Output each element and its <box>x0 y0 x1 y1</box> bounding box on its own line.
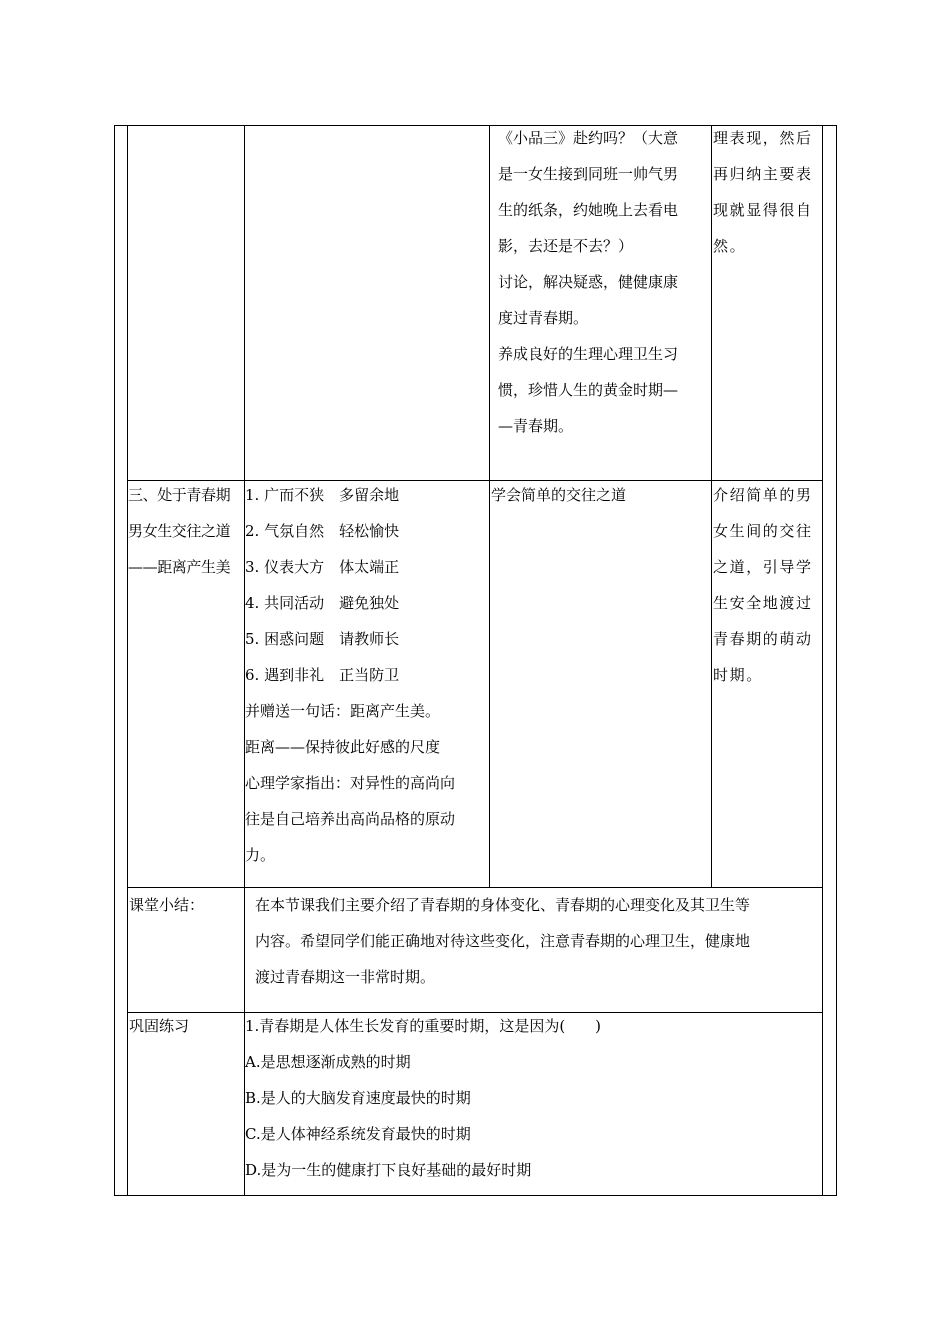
row2-content-line: 2. 气氛自然 轻松愉快 <box>245 522 400 540</box>
row2-intent-line: 女生间的交往 <box>713 522 813 540</box>
exercise-question: 1.青春期是人体生长发育的重要时期，这是因为( ) <box>245 1017 602 1035</box>
summary-text <box>255 887 817 995</box>
row1-activity-line: 影，去还是不去？） <box>498 237 634 255</box>
exercise-label: 巩固练习 <box>129 1017 190 1035</box>
row1-intent-line: 再归纳主要表 <box>713 165 813 183</box>
row1-activity-line: 是一女生接到同班一帅气男 <box>498 165 679 183</box>
row2-content-line: 5. 困惑问题 请教师长 <box>245 630 400 648</box>
row2-intent-line: 生安全地渡过 <box>713 594 813 612</box>
row1-activity-line: 《小品三》赴约吗？（大意 <box>498 129 679 147</box>
row2-intent-line: 青春期的萌动 <box>713 630 813 648</box>
row2-content-line: 并赠送一句话：距离产生美。 <box>245 702 441 720</box>
row2-content-line: 1. 广而不狭 多留余地 <box>245 486 400 504</box>
row1-intent-line: 现就显得很自 <box>713 201 813 219</box>
row1-activity-line: 度过青春期。 <box>498 309 589 327</box>
row1-activity-line: 生的纸条，约她晚上去看电 <box>498 201 679 219</box>
row1-intent-cell <box>713 120 821 264</box>
row2-topic-line: 男女生交往之道 <box>128 522 231 540</box>
col-divider-3 <box>711 125 712 887</box>
table-border-left-inner <box>127 125 128 1196</box>
table-border-right-inner <box>822 125 823 1196</box>
row1-activity-line: 养成良好的生理心理卫生习 <box>498 345 679 363</box>
summary-col-divider <box>244 887 245 1012</box>
row2-intent-cell <box>713 477 821 693</box>
row1-activity-line: 讨论，解决疑惑，健健康康 <box>498 273 679 291</box>
row1-activity-line: —青春期。 <box>498 417 574 435</box>
row2-content-line: 4. 共同活动 避免独处 <box>245 594 400 612</box>
summary-line: 渡过青春期这一非常时期。 <box>255 968 436 986</box>
row2-intent-line: 之道，引导学 <box>713 558 813 576</box>
exercise-text <box>245 1008 815 1188</box>
row2-topic-cell <box>128 477 244 585</box>
table-border-bottom <box>114 1195 837 1196</box>
row1-activity-line: 惯，珍惜人生的黄金时期— <box>498 381 679 399</box>
row1-intent-line: 理表现，然后 <box>713 129 813 147</box>
exercise-option-c: C.是人体神经系统发育最快的时期 <box>245 1125 471 1143</box>
exercise-option-b: B.是人的大脑发育速度最快的时期 <box>245 1089 471 1107</box>
row2-intent-line: 时期。 <box>713 666 763 684</box>
row2-content-cell <box>245 477 488 873</box>
row2-content-line: 6. 遇到非礼 正当防卫 <box>245 666 400 684</box>
row2-content-line: 距离——保持彼此好感的尺度 <box>245 738 441 756</box>
row1-activity-cell <box>498 120 706 444</box>
row2-content-line: 心理学家指出：对异性的高尚向 <box>245 774 456 792</box>
summary-line: 在本节课我们主要介绍了青春期的身体变化、青春期的心理变化及其卫生等 <box>255 896 751 914</box>
table-border-left-outer <box>114 125 115 1196</box>
row2-activity-line: 学会简单的交往之道 <box>491 486 627 504</box>
row2-content-line: 往是自己培养出高尚品格的原动 <box>245 810 456 828</box>
summary-label: 课堂小结： <box>129 896 205 914</box>
table-border-right-outer <box>836 125 837 1196</box>
row2-topic-line: ——距离产生美 <box>128 558 231 576</box>
row2-activity-cell <box>491 477 709 513</box>
row2-content-line: 力。 <box>245 846 276 864</box>
exercise-option-a: A.是思想逐渐成熟的时期 <box>245 1053 411 1071</box>
summary-line: 内容。希望同学们能正确地对待这些变化，注意青春期的心理卫生，健康地 <box>255 932 751 950</box>
row2-content-line: 3. 仪表大方 体太端正 <box>245 558 400 576</box>
row2-topic-line: 三、处于青春期 <box>128 486 231 504</box>
exercise-option-d: D.是为一生的健康打下良好基础的最好时期 <box>245 1161 532 1179</box>
col-divider-2 <box>489 125 490 887</box>
row1-intent-line: 然。 <box>713 237 747 255</box>
row2-intent-line: 介绍简单的男 <box>713 486 813 504</box>
